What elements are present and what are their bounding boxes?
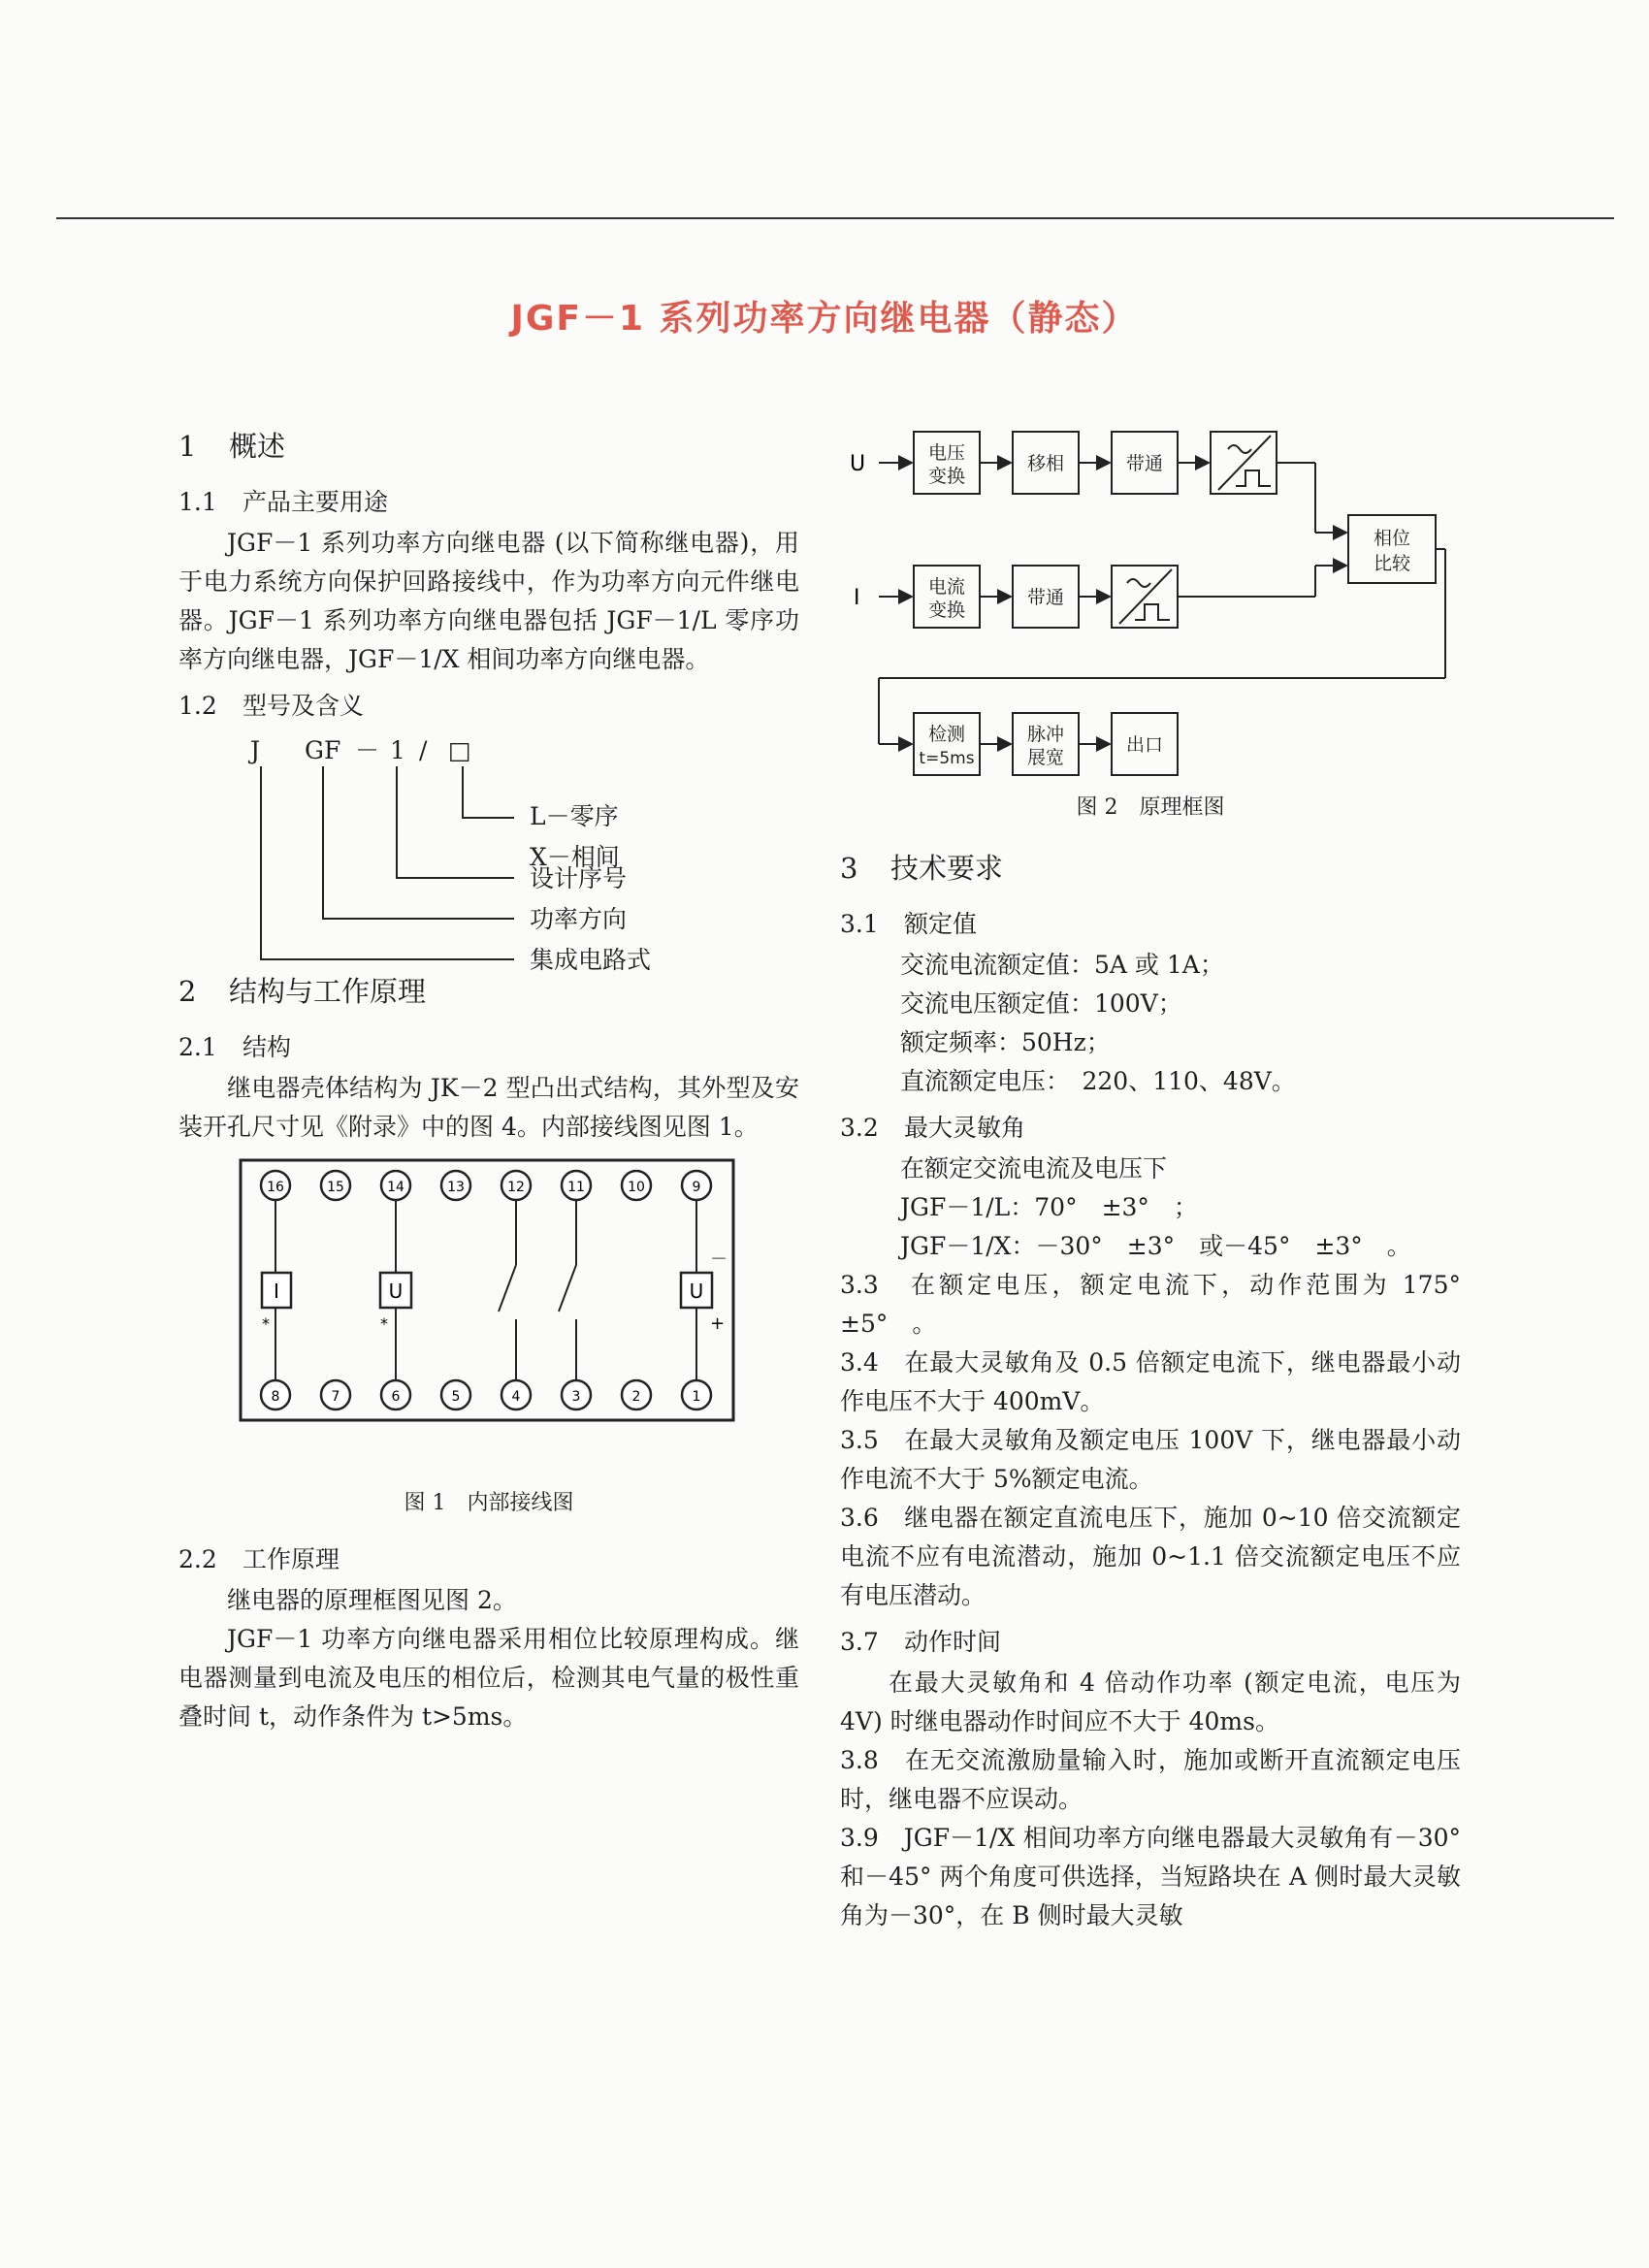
coil-u-dc-label: U (689, 1280, 704, 1303)
figure-1-wiring-diagram (178, 1156, 799, 1476)
section-title: 结构与工作原理 (229, 975, 427, 1008)
subsection-title: 最大灵敏角 (904, 1114, 1026, 1142)
u-input-label: U (850, 452, 866, 476)
subsection-number: 3.7 (840, 1628, 879, 1656)
figure-2-block-diagram (840, 412, 1461, 800)
top-terminal-label: 10 (628, 1180, 645, 1195)
document-title: JGF－1 系列功率方向继电器（静态） (510, 299, 1139, 339)
top-terminal-label: 9 (692, 1180, 701, 1195)
block-phase-compare-2: 比较 (1373, 553, 1411, 574)
section-title: 概述 (229, 430, 286, 463)
section-3-8-paragraph: 3.8 在无交流激励量输入时，施加或断开直流额定电压时，继电器不应误动。 (840, 1746, 1461, 1813)
section-title: 技术要求 (890, 852, 1004, 885)
top-terminal-label: 11 (567, 1180, 585, 1195)
block-phase-shift: 移相 (1026, 453, 1065, 474)
block-current-transform-2: 变换 (927, 599, 966, 621)
bottom-terminal-label: 3 (571, 1389, 581, 1405)
section-2-1-heading (178, 1028, 799, 1067)
code-dash: － (355, 736, 380, 764)
code-label-zero-seq: L－零序 (530, 802, 619, 830)
polarity-star-2: * (380, 1314, 388, 1333)
section-2-2-paragraph-1: 继电器的原理框图见图 2。 (227, 1586, 517, 1614)
subsection-title: 结构 (242, 1033, 292, 1061)
section-1-2-heading (178, 687, 799, 726)
section-2-heading (178, 972, 799, 1011)
section-2-2-paragraph-2: JGF－1 功率方向继电器采用相位比较原理构成。继电器测量到电流及电压的相位后，检测其电气量的极性重叠时间 t，动作条件为 t>5ms。 (178, 1625, 799, 1731)
subsection-title: 型号及含义 (242, 692, 365, 720)
section-3-heading (840, 849, 1461, 888)
polarity-star-1: * (262, 1314, 270, 1333)
code-label-design-serial: 设计序号 (530, 864, 628, 892)
block-pulse-widen-1: 脉冲 (1026, 724, 1065, 745)
section-number: 2 (178, 975, 197, 1008)
code-j: J (250, 736, 261, 764)
section-number: 3 (840, 852, 858, 885)
subsection-number: 3.2 (840, 1114, 879, 1142)
section-3-6-paragraph: 3.6 继电器在额定直流电压下，施加 0~10 倍交流额定电流不应有电流潜动，施加 0~1.1 倍交流额定电压不应有电压潜动。 (840, 1504, 1461, 1609)
block-current-transform-1: 电流 (927, 576, 966, 598)
rated-frequency-line: 额定频率：50Hz； (900, 1028, 1111, 1056)
subsection-number: 1.1 (178, 488, 217, 516)
subsection-number: 1.2 (178, 692, 217, 720)
bottom-terminal-label: 2 (631, 1389, 641, 1405)
bottom-terminal-label: 7 (331, 1389, 340, 1405)
section-3-4-paragraph: 3.4 在最大灵敏角及 0.5 倍额定电流下，继电器最小动作电压不大于 400mV。 (840, 1348, 1461, 1415)
sensitivity-condition-line: 在额定交流电流及电压下 (900, 1154, 1168, 1183)
bottom-terminal-label: 1 (692, 1389, 701, 1405)
section-3-3-paragraph: 3.3 在额定电压，额定电流下，动作范围为 175° ±5° 。 (840, 1271, 1486, 1338)
code-label-power-direction: 功率方向 (530, 905, 628, 933)
minus-sign: － (710, 1249, 728, 1270)
block-bandpass-u: 带通 (1125, 453, 1164, 474)
code-one: 1 (390, 736, 405, 764)
top-terminal-label: 12 (507, 1180, 525, 1195)
subsection-number: 2.2 (178, 1545, 217, 1573)
model-code-diagram (178, 731, 799, 974)
block-output: 出口 (1125, 734, 1164, 756)
subsection-number: 2.1 (178, 1033, 217, 1061)
sensitivity-x-line: JGF－1/X：－30° ±3° 或－45° ±3° 。 (900, 1232, 1411, 1260)
section-1-1-paragraph: JGF－1 系列功率方向继电器 (以下简称继电器)，用于电力系统方向保护回路接线中，作为功率方向元件继电器。JGF－1 系列功率方向继电器包括 JGF－1/L 零序功率方向继电器，JGF－1/X 相间功率方向继电器。 (178, 529, 799, 673)
block-voltage-transform-1: 电压 (927, 442, 966, 464)
subsection-title: 动作时间 (904, 1628, 1002, 1656)
top-terminal-label: 14 (387, 1180, 404, 1195)
top-terminal-label: 16 (267, 1180, 284, 1195)
header-rule (56, 217, 1614, 219)
left-column (178, 417, 799, 1736)
rated-current-line: 交流电流额定值：5A 或 1A； (900, 951, 1224, 979)
bottom-terminal-label: 8 (271, 1389, 280, 1405)
block-detect-1: 检测 (927, 724, 966, 745)
coil-u-label: U (388, 1280, 404, 1303)
subsection-title: 工作原理 (242, 1545, 340, 1573)
section-2-1-paragraph: 继电器壳体结构为 JK－2 型凸出式结构，其外型及安装开孔尺寸见《附录》中的图 4。内部接线图见图 1。 (178, 1074, 799, 1141)
section-3-9-paragraph: 3.9 JGF－1/X 相间功率方向继电器最大灵敏角有－30° 和－45° 两个角度可供选择，当短路块在 A 侧时最大灵敏角为－30°，在 B 侧时最大灵敏 (840, 1824, 1461, 1929)
section-1-heading (178, 427, 799, 466)
subsection-number: 3.1 (840, 910, 879, 938)
subsection-title: 产品主要用途 (242, 488, 389, 516)
top-terminal-label: 13 (447, 1180, 465, 1195)
block-voltage-transform-2: 变换 (927, 466, 966, 487)
block-bandpass-i: 带通 (1026, 587, 1065, 608)
section-1-1-heading (178, 483, 799, 522)
top-terminal-label: 15 (327, 1180, 344, 1195)
code-label-integrated-circuit: 集成电路式 (530, 946, 652, 974)
rated-dc-voltage-line: 直流额定电压： 220、110、48V。 (900, 1067, 1296, 1095)
section-number: 1 (178, 430, 197, 463)
code-gf: GF (305, 736, 341, 764)
block-pulse-widen-2: 展宽 (1026, 747, 1065, 768)
plus-sign: + (710, 1313, 726, 1334)
block-phase-compare-1: 相位 (1373, 528, 1411, 549)
subsection-title: 额定值 (904, 910, 978, 938)
figure-1-caption: 图 1 内部接线图 (404, 1491, 574, 1515)
right-column (840, 412, 1486, 1935)
section-3-1-heading (840, 905, 1461, 944)
bottom-terminal-label: 5 (451, 1389, 461, 1405)
wiring-diagram-svg (178, 1156, 799, 1476)
bottom-terminal-label: 4 (511, 1389, 521, 1405)
sensitivity-l-line: JGF－1/L：70° ±3° ； (900, 1193, 1198, 1221)
section-3-7-paragraph: 在最大灵敏角和 4 倍动作功率 (额定电流，电压为 4V) 时继电器动作时间应不大于 40ms。 (840, 1669, 1461, 1735)
code-label-phase-to-phase: X－相间 (530, 843, 620, 871)
section-2-2-heading (178, 1540, 799, 1579)
section-3-2-heading (840, 1109, 1461, 1148)
block-diagram-svg (840, 412, 1461, 800)
code-box: □ (448, 736, 471, 764)
figure-2-caption: 图 2 原理框图 (1076, 795, 1225, 820)
rated-voltage-line: 交流电压额定值：100V； (900, 989, 1182, 1018)
code-slash: / (419, 736, 428, 764)
bottom-terminal-label: 6 (391, 1389, 401, 1405)
block-detect-2: t=5ms (919, 749, 975, 768)
section-3-7-heading (840, 1623, 1461, 1662)
section-3-5-paragraph: 3.5 在最大灵敏角及额定电压 100V 下，继电器最小动作电流不大于 5%额定电流。 (840, 1426, 1461, 1493)
coil-i-label: I (274, 1280, 279, 1303)
i-input-label: I (854, 586, 860, 610)
